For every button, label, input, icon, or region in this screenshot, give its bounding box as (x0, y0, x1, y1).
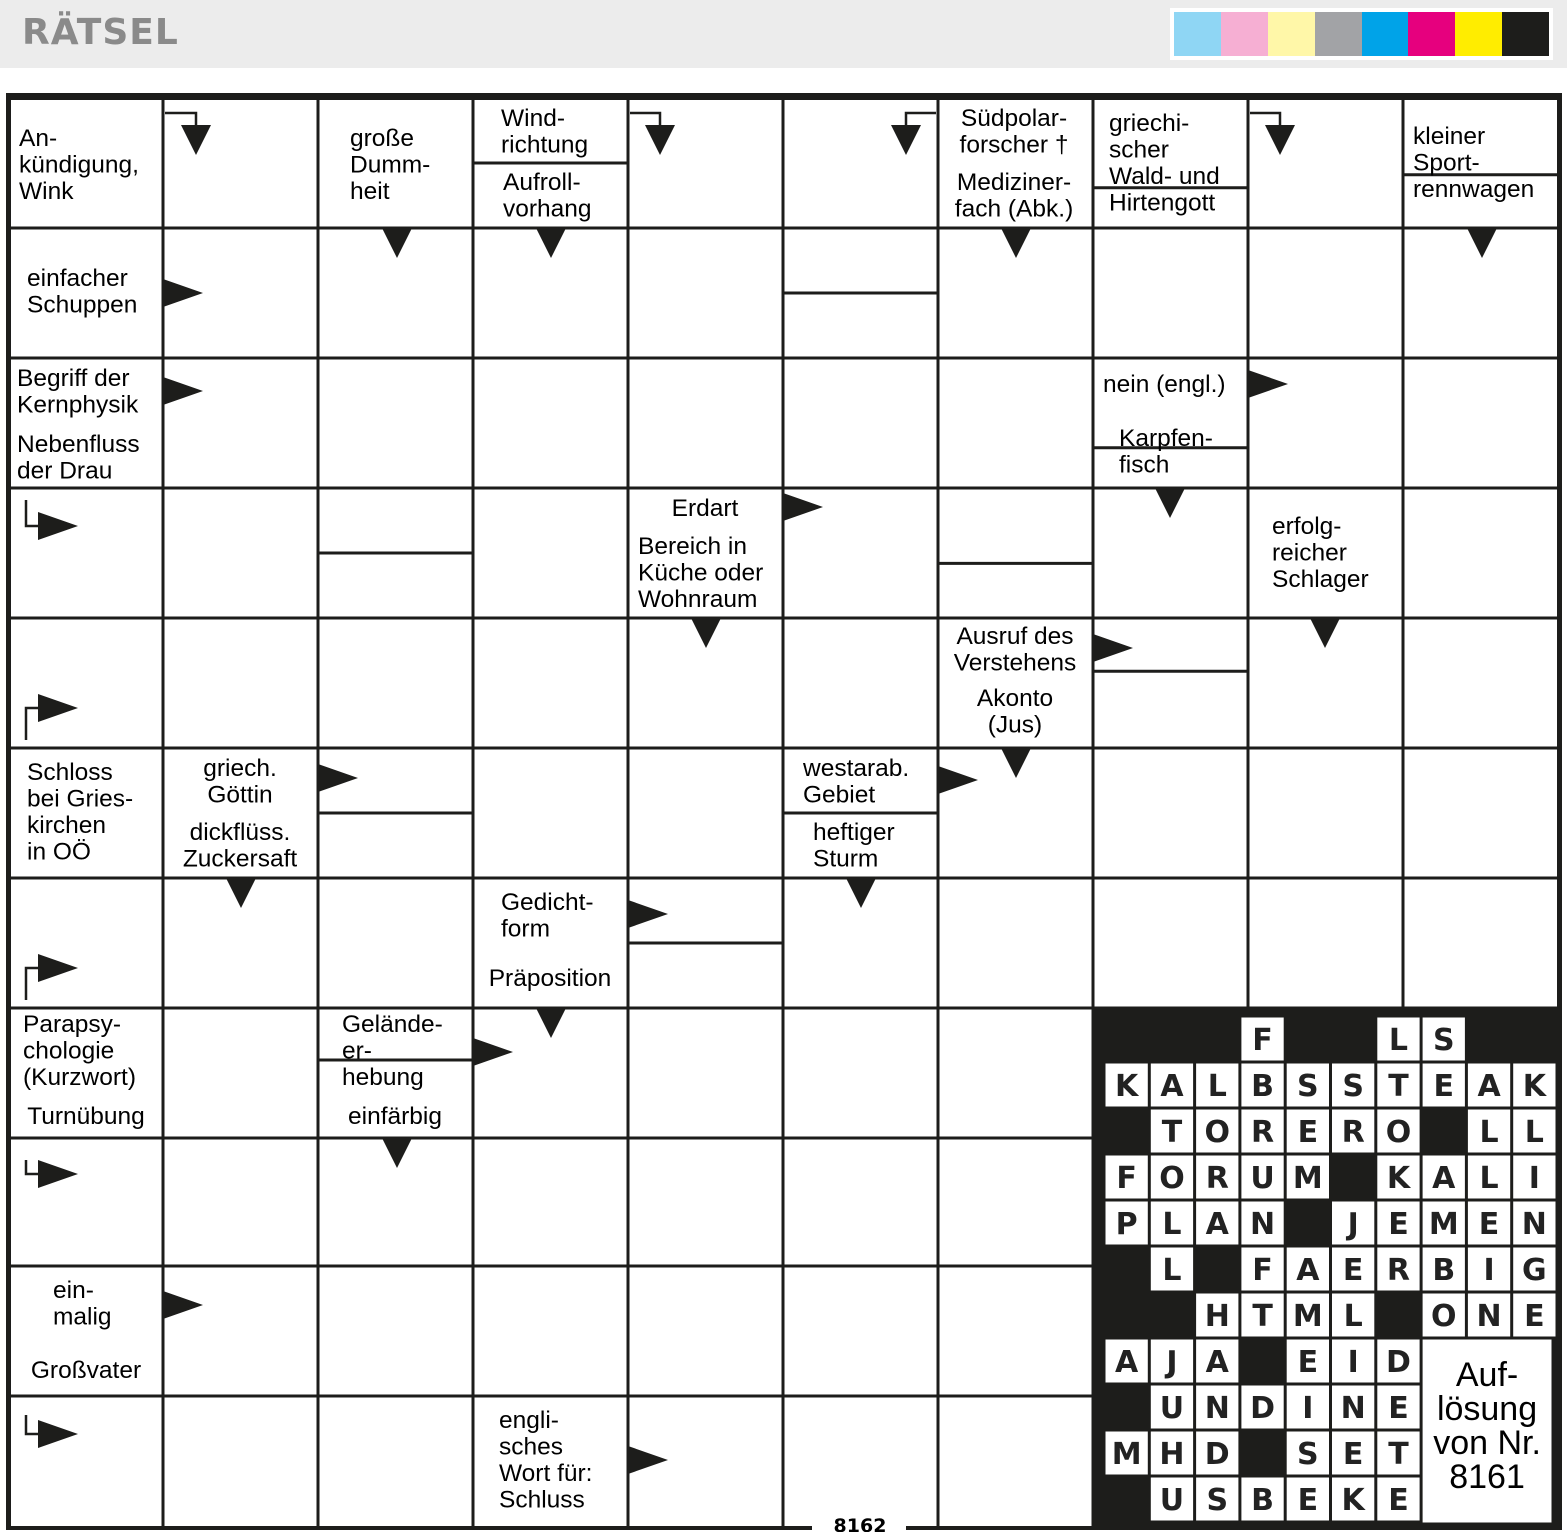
clue-line: erfolg- (1272, 513, 1342, 540)
clue-line: große (350, 125, 415, 152)
clue-c04 (503, 169, 592, 223)
clue-line: An- (19, 125, 58, 152)
clue-c14 (672, 495, 739, 522)
solution-letter: I (1483, 1253, 1495, 1288)
solution-letter: T (1161, 1115, 1183, 1150)
clue-line: Schloss (27, 759, 113, 786)
clue-line: kündigung, (19, 151, 139, 179)
solution-letter: A (1432, 1161, 1456, 1196)
solution-letter: E (1388, 1391, 1409, 1426)
clue-line: Parapsy- (23, 1011, 122, 1038)
page-title: RÄTSEL (22, 12, 179, 53)
solution-letter: M (1292, 1161, 1323, 1196)
clue-line: Wort für: (499, 1460, 593, 1487)
solution-letter: A (1115, 1345, 1139, 1380)
clue-line: heftiger (813, 819, 895, 846)
clue-line: Hirtengott (1109, 189, 1216, 217)
clue-line: Küche oder (638, 559, 764, 587)
clue-line: Schluss (499, 1486, 585, 1514)
clue-line: Nebenfluss (17, 431, 140, 458)
clue-line: Begriff der (17, 365, 130, 392)
solution-letter: T (1388, 1437, 1409, 1472)
solution-letter: E (1388, 1483, 1409, 1518)
clue-line: Karpfen- (1119, 425, 1213, 452)
solution-caption-line: von Nr. (1433, 1424, 1541, 1462)
clue-c15 (638, 533, 763, 613)
solution-letter: I (1528, 1161, 1540, 1196)
solution-letter: M (1292, 1299, 1323, 1334)
clue-line: sches (499, 1433, 564, 1461)
clue-line: (Kurzwort) (23, 1064, 136, 1091)
solution-letter: L (1479, 1115, 1499, 1150)
clue-line: Kernphysik (17, 391, 139, 419)
clue-line: Gedicht- (501, 889, 594, 916)
solution-letter: O (1430, 1299, 1457, 1334)
solution-letter: R (1341, 1115, 1365, 1150)
clue-line: Ausruf des (956, 623, 1074, 650)
solution-letter: M (1428, 1207, 1459, 1242)
solution-letter: B (1251, 1069, 1274, 1104)
solution-letter: D (1204, 1437, 1230, 1472)
clue-line: in OÖ (27, 838, 91, 866)
solution-letter: E (1297, 1115, 1319, 1150)
clue-line: richtung (501, 131, 589, 159)
solution-letter: E (1524, 1299, 1545, 1334)
clue-line: engli- (499, 1407, 559, 1434)
clue-c09 (27, 265, 137, 319)
clue-line: hebung (342, 1064, 424, 1091)
clue-line: scher (1109, 136, 1169, 164)
clue-c27 (27, 1103, 145, 1130)
clue-line: rennwagen (1413, 176, 1535, 203)
solution-letter: H (1159, 1437, 1185, 1472)
clue-line: einfärbig (348, 1103, 442, 1130)
solution-letter: R (1250, 1115, 1275, 1150)
clue-line: fisch (1119, 451, 1170, 479)
clue-line: nein (engl.) (1103, 371, 1226, 398)
clue-line: Dumm- (350, 151, 431, 179)
solution-letter: N (1249, 1207, 1276, 1242)
solution-letter: L (1388, 1023, 1409, 1058)
solution-letter: S (1297, 1437, 1319, 1472)
clue-line: kirchen (27, 812, 106, 839)
clue-line: Schlager (1272, 566, 1369, 593)
clue-line: einfacher (27, 265, 128, 292)
clue-line: form (501, 915, 550, 943)
clue-line: Gelände- (342, 1011, 443, 1038)
clue-c17 (954, 623, 1077, 677)
clue-line: Wohnraum (638, 586, 758, 613)
clue-line: Verstehens (953, 649, 1077, 677)
clue-line: dickflüss. (189, 819, 291, 846)
clue-c25 (489, 965, 612, 992)
solution-letter: B (1432, 1253, 1456, 1288)
solution-letter: D (1385, 1345, 1411, 1380)
clue-line: Bereich in (638, 533, 747, 560)
clue-line: chologie (23, 1037, 115, 1065)
solution-letter: U (1159, 1483, 1185, 1518)
clue-line: Wind- (501, 105, 565, 132)
clue-c10 (17, 365, 139, 419)
solution-letter: B (1251, 1483, 1274, 1518)
solution-letter: O (1385, 1115, 1412, 1150)
solution-letter: O (1159, 1161, 1185, 1196)
solution-letter: K (1386, 1161, 1411, 1196)
clue-line: Wald- und (1109, 163, 1220, 190)
clue-line: vorhang (503, 195, 592, 223)
solution-letter: E (1433, 1069, 1454, 1104)
solution-letter: F (1252, 1253, 1273, 1288)
clue-c20 (203, 755, 277, 809)
clue-c31 (31, 1357, 141, 1384)
clue-c18 (977, 685, 1053, 739)
clue-line: kleiner (1413, 123, 1486, 150)
solution-letter: J (1166, 1345, 1178, 1380)
solution-letter: K (1522, 1069, 1546, 1104)
solution-letter: T (1388, 1069, 1409, 1104)
clue-line: Sport- (1413, 149, 1480, 177)
solution-letter: S (1297, 1069, 1319, 1104)
clue-line: forscher † (959, 131, 1069, 159)
clue-line: Südpolar- (960, 105, 1068, 132)
solution-letter: M (1111, 1437, 1142, 1472)
solution-letter: D (1250, 1391, 1276, 1426)
clue-line: Wink (19, 178, 74, 205)
solution-letter: P (1115, 1207, 1138, 1242)
solution-letter: S (1342, 1069, 1364, 1104)
solution-letter: R (1205, 1161, 1229, 1196)
solution-letter: L (1162, 1253, 1182, 1288)
puzzle-number: 8162 (833, 1515, 887, 1532)
solution-letter: A (1160, 1069, 1184, 1104)
clue-line: malig (53, 1303, 112, 1331)
clue-c05 (960, 105, 1069, 159)
solution-letter: T (1252, 1299, 1273, 1334)
clue-line: Mediziner- (956, 169, 1072, 196)
solution-caption-line: Auf- (1455, 1356, 1519, 1394)
solution-letter: K (1341, 1483, 1365, 1518)
clue-line: (Jus) (987, 711, 1043, 739)
clue-line: westarab. (803, 755, 910, 782)
clue-line: der Drau (17, 457, 113, 485)
clue-line: Schuppen (27, 291, 138, 319)
solution-letter: N (1340, 1391, 1366, 1426)
solution-letter: U (1250, 1161, 1275, 1196)
clue-line: reicher (1272, 539, 1347, 567)
clue-line: Akonto (976, 685, 1054, 712)
solution-letter: I (1302, 1391, 1314, 1426)
clue-c21 (183, 819, 298, 873)
solution-letter: L (1343, 1299, 1363, 1334)
clue-line: griech. (203, 755, 277, 782)
clue-line: griechi- (1109, 110, 1190, 137)
solution-letter: F (1116, 1161, 1137, 1196)
solution-letter: O (1204, 1115, 1231, 1150)
solution-letter: R (1386, 1253, 1411, 1288)
clue-line: heit (350, 178, 390, 205)
solution-letter: L (1207, 1069, 1227, 1104)
clue-c29 (348, 1103, 442, 1130)
solution-letter: N (1521, 1207, 1547, 1242)
solution-letter: E (1297, 1483, 1319, 1518)
clue-line: Göttin (207, 781, 273, 809)
solution-letter: U (1159, 1391, 1185, 1426)
solution-letter: F (1252, 1023, 1273, 1058)
solution-caption-line: lösung (1436, 1390, 1538, 1428)
solution-letter: N (1476, 1299, 1502, 1334)
solution-letter: E (1388, 1207, 1409, 1242)
clue-line: Großvater (30, 1357, 142, 1384)
solution-letter: G (1522, 1253, 1547, 1288)
clue-line: bei Gries- (27, 785, 134, 813)
solution-letter: L (1479, 1161, 1499, 1196)
clue-line: Turnübung (27, 1103, 145, 1130)
solution-letter: L (1162, 1207, 1182, 1242)
solution-letter: S (1206, 1483, 1229, 1518)
clue-line: Gebiet (803, 781, 876, 809)
solution-letter: E (1342, 1437, 1364, 1472)
solution-letter: E (1297, 1345, 1319, 1380)
solution-letter: K (1115, 1069, 1139, 1104)
solution-letter: I (1347, 1345, 1359, 1380)
solution-letter: L (1524, 1115, 1544, 1150)
solution-caption-line: 8161 (1449, 1458, 1525, 1496)
clue-c12 (1103, 371, 1226, 398)
clue-line: Präposition (488, 965, 612, 992)
solution-letter: H (1204, 1299, 1230, 1334)
solution-letter: E (1342, 1253, 1364, 1288)
solution-letter: E (1478, 1207, 1500, 1242)
clue-line: Zuckersaft (182, 845, 298, 873)
solution-letter: N (1204, 1391, 1230, 1426)
clue-line: Aufroll- (503, 169, 581, 196)
clue-line: Sturm (813, 845, 879, 873)
solution-letter: A (1477, 1069, 1501, 1104)
solution-letter: A (1296, 1253, 1320, 1288)
clue-c06 (955, 169, 1073, 223)
solution-letter: A (1205, 1207, 1229, 1242)
solution-letter: S (1432, 1023, 1455, 1058)
clue-line: Erdart (671, 495, 739, 522)
clue-line: ein- (53, 1277, 94, 1304)
clue-line: fach (Abk.) (954, 195, 1074, 223)
solution-letter: A (1205, 1345, 1229, 1380)
clue-line: er- (342, 1037, 372, 1065)
solution-letter: J (1347, 1207, 1359, 1242)
